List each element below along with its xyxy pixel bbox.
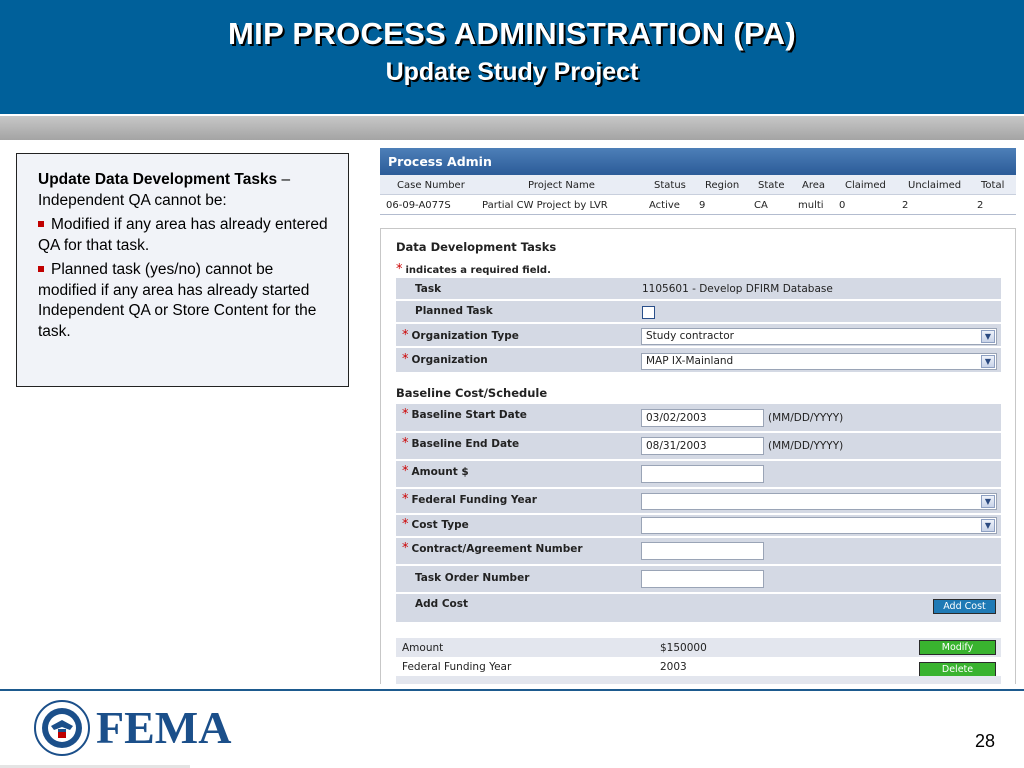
col-region: Region — [705, 180, 740, 191]
cell-unclaimed: 2 — [902, 200, 909, 211]
bullet-square-icon — [38, 221, 44, 227]
baseline-start-row — [396, 404, 1001, 431]
required-asterisk: * — [402, 352, 409, 367]
required-field-text: indicates a required field. — [405, 265, 551, 276]
task-value: 1105601 - Develop DFIRM Database — [642, 283, 833, 295]
task-label: Task — [415, 283, 442, 295]
amount-input[interactable] — [641, 465, 764, 483]
organization-label — [402, 352, 488, 367]
amount-row — [396, 461, 1001, 487]
col-project-name: Project Name — [528, 180, 595, 191]
baseline-end-row — [396, 433, 1001, 459]
list-item — [396, 676, 1001, 684]
note-heading-suffix: – — [277, 171, 291, 188]
cell-total: 2 — [977, 200, 984, 211]
contract-number-label-text: Contract/Agreement Number — [411, 543, 583, 555]
planned-task-row — [396, 301, 1001, 322]
note-intro: Independent QA cannot be: — [38, 191, 227, 209]
organization-row — [396, 348, 1001, 372]
required-asterisk: * — [402, 328, 409, 343]
cell-region: 9 — [699, 200, 706, 211]
slide-title: MIP PROCESS ADMINISTRATION (PA) — [228, 16, 796, 51]
baseline-end-input[interactable]: 08/31/2003 — [641, 437, 764, 455]
list-item — [396, 657, 1001, 676]
organization-type-select[interactable] — [641, 328, 997, 345]
col-area: Area — [802, 180, 826, 191]
required-asterisk: * — [402, 407, 409, 422]
col-unclaimed: Unclaimed — [908, 180, 962, 191]
slide-subtitle: Update Study Project — [385, 58, 639, 86]
process-admin-column-headers — [380, 175, 1016, 195]
amount-label — [402, 464, 469, 479]
required-asterisk: * — [402, 541, 409, 556]
planned-task-label: Planned Task — [415, 305, 493, 317]
required-field-note — [396, 262, 551, 277]
amount-label-text: Amount $ — [411, 466, 469, 478]
date-format-hint: (MM/DD/YYYY) — [768, 412, 844, 424]
organization-type-label-text: Organization Type — [411, 330, 519, 342]
delete-button[interactable]: Delete — [919, 662, 996, 677]
page-number: 28 — [975, 731, 996, 751]
cell-state: CA — [754, 200, 768, 211]
chevron-down-icon[interactable]: ▼ — [981, 495, 995, 508]
organization-type-value: Study contractor — [646, 330, 735, 342]
add-cost-button[interactable]: Add Cost — [933, 599, 996, 614]
cell-case-number: 06-09-A077S — [386, 200, 451, 211]
note-bullet-text: Modified if any area has already entered QA for that task. — [38, 216, 328, 254]
col-case-number: Case Number — [397, 180, 465, 191]
add-cost-label: Add Cost — [415, 598, 469, 610]
note-heading: Update Data Development Tasks — [38, 171, 278, 188]
note-bullet-2 — [38, 260, 328, 342]
chevron-down-icon[interactable]: ▼ — [981, 519, 995, 532]
required-asterisk: * — [402, 517, 409, 532]
organization-type-row — [396, 324, 1001, 346]
organization-select[interactable] — [641, 353, 997, 370]
cell-status: Active — [649, 200, 680, 211]
cell-area: multi — [798, 200, 824, 211]
baseline-end-label — [402, 436, 519, 451]
baseline-start-label-text: Baseline Start Date — [411, 409, 527, 421]
note-bullet-1 — [38, 215, 328, 256]
cost-type-select[interactable] — [641, 517, 997, 534]
list-item — [396, 638, 1001, 657]
chevron-down-icon[interactable]: ▼ — [981, 330, 995, 343]
planned-task-checkbox[interactable] — [642, 306, 655, 319]
header-band — [0, 116, 1024, 140]
list-item-label: Amount — [402, 642, 444, 654]
modify-button[interactable]: Modify — [919, 640, 996, 655]
table-row[interactable] — [380, 195, 1016, 215]
list-item-value: $150000 — [660, 642, 707, 654]
federal-funding-year-label — [402, 492, 537, 507]
cell-claimed: 0 — [839, 200, 846, 211]
federal-funding-year-select[interactable] — [641, 493, 997, 510]
note-heading-line — [38, 170, 328, 191]
cell-project-name: Partial CW Project by LVR — [482, 200, 608, 211]
organization-label-text: Organization — [411, 354, 488, 366]
federal-funding-year-row — [396, 489, 1001, 513]
col-state: State — [758, 180, 785, 191]
baseline-start-label — [402, 407, 527, 422]
col-status: Status — [654, 180, 686, 191]
required-asterisk: * — [402, 464, 409, 479]
list-item-value: 2003 — [660, 661, 687, 673]
col-claimed: Claimed — [845, 180, 886, 191]
contract-number-label — [402, 541, 583, 556]
cost-type-label — [402, 517, 469, 532]
required-asterisk: * — [402, 492, 409, 507]
contract-number-row — [396, 538, 1001, 564]
required-asterisk: * — [402, 436, 409, 451]
note-bullet-text: Planned task (yes/no) cannot be modified if any area has already started Independent QA or Store Content for the task. — [38, 261, 317, 340]
contract-number-input[interactable] — [641, 542, 764, 560]
list-item-label: Federal Funding Year — [402, 661, 512, 673]
federal-funding-year-label-text: Federal Funding Year — [411, 494, 537, 506]
baseline-title: Baseline Cost/Schedule — [396, 386, 548, 400]
dhs-seal-icon — [34, 700, 90, 756]
note-box — [16, 153, 349, 387]
task-order-input[interactable] — [641, 570, 764, 588]
task-order-row — [396, 566, 1001, 592]
fema-logo: FEMA — [96, 702, 232, 753]
organization-value: MAP IX-Mainland — [646, 355, 734, 367]
app-panel — [380, 148, 1016, 684]
date-format-hint: (MM/DD/YYYY) — [768, 440, 844, 452]
baseline-end-label-text: Baseline End Date — [411, 438, 520, 450]
add-cost-row — [396, 594, 1001, 622]
required-asterisk: * — [396, 262, 403, 277]
bullet-square-icon — [38, 266, 44, 272]
ddt-title: Data Development Tasks — [396, 240, 557, 254]
process-admin-header: Process Admin — [380, 148, 1016, 175]
organization-type-label — [402, 328, 519, 343]
task-row — [396, 278, 1001, 299]
baseline-start-input[interactable]: 03/02/2003 — [641, 409, 764, 427]
chevron-down-icon[interactable]: ▼ — [981, 355, 995, 368]
slide-header — [0, 0, 1024, 114]
col-total: Total — [981, 180, 1005, 191]
task-order-label: Task Order Number — [415, 572, 530, 584]
cost-type-row — [396, 515, 1001, 536]
cost-type-label-text: Cost Type — [411, 519, 469, 531]
